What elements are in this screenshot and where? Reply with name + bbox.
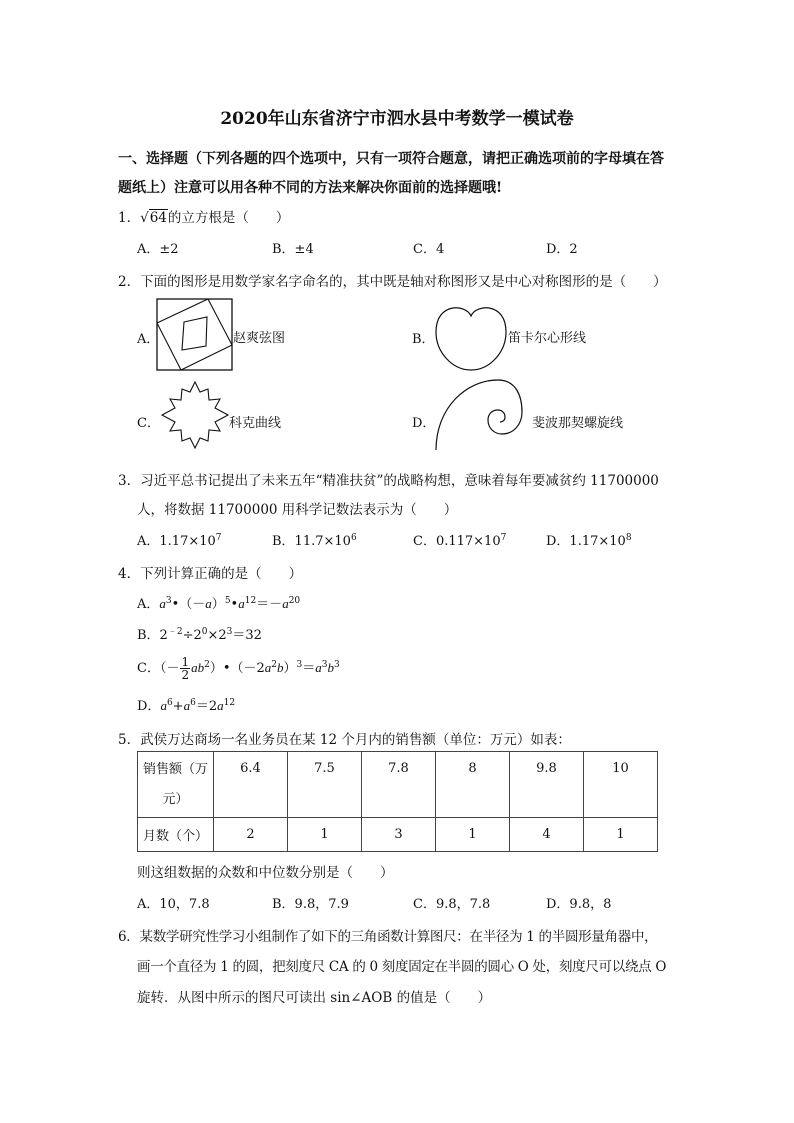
question-5-followup: 则这组数据的众数和中位数分别是（ ） bbox=[137, 865, 394, 881]
table-cell: 2 bbox=[214, 818, 288, 852]
table-cell: 9.8 bbox=[510, 752, 584, 818]
zhaoshuang-diagram-figure bbox=[156, 298, 234, 372]
question-6-line1: 6．某数学研究性学习小组制作了如下的三角函数计算图尺：在半径为 1 的半圆形量角器中， bbox=[118, 929, 658, 945]
cardioid-figure bbox=[434, 300, 508, 372]
table-row-sales bbox=[138, 752, 658, 818]
q5-option-a: A．10，7.8 bbox=[137, 897, 210, 912]
question-3-line1: 3．习近平总书记提出了未来五年“精准扶贫”的战略构想，意味着每年要减贫约 11700000 bbox=[118, 473, 659, 489]
q4-option-a: A．$a^3•(-a)^5•a^{12}=-a^{20}$ bbox=[137, 596, 301, 612]
question-2-stem: 2．下面的图形是用数学家名字命名的，其中既是轴对称图形又是中心对称图形的是（ ） bbox=[118, 274, 667, 290]
q2-option-b-caption: 笛卡尔心形线 bbox=[508, 331, 587, 346]
q5-option-b: B．9.8，7.9 bbox=[272, 897, 349, 912]
question-5-stem: 5．武侯万达商场一名业务员在某 12 个月内的销售额（单位：万元）如表： bbox=[118, 732, 571, 748]
q2-option-c-letter: C． bbox=[137, 416, 160, 431]
sales-table bbox=[137, 751, 658, 852]
q2-option-d-letter: D． bbox=[412, 416, 436, 431]
fibonacci-spiral-figure bbox=[432, 378, 524, 452]
q3-option-b: B．$11.7\times 10^6$ bbox=[272, 533, 357, 549]
question-3-line2: 人，将数据 11700000 用科学记数法表示为（ ） bbox=[137, 502, 458, 518]
table-cell: 7.8 bbox=[362, 752, 436, 818]
q4-option-c: C．（－ $\frac{1}{2}$ $ab^2)•(-2a^2b)^3=a^3b^3$ bbox=[137, 655, 340, 682]
q4-option-d: D．$a^6+a^6=2a^{12}$ bbox=[137, 698, 236, 714]
q5-option-d: D．9.8，8 bbox=[546, 897, 612, 912]
table-cell: 6.4 bbox=[214, 752, 288, 818]
q1-option-a: A．±2 bbox=[137, 242, 179, 257]
q2-option-a-caption: 赵爽弦图 bbox=[233, 331, 286, 346]
q5-option-c: C．9.8，7.8 bbox=[413, 897, 491, 912]
question-6-line2: 画一个直径为 1 的圆，把刻度尺 CA 的 0 刻度固定在半圆的圆心 O 处，刻度尺可以绕点 O bbox=[137, 959, 667, 975]
q1-option-d: D．2 bbox=[546, 242, 578, 257]
sqrt-sign: √64 bbox=[140, 210, 167, 226]
q3-option-d: D．$1.17\times 10^8$ bbox=[546, 533, 632, 549]
table-cell: 4 bbox=[510, 818, 584, 852]
question-6-line3: 旋转．从图中所示的图尺可读出 sin∠AOB 的值是（ ） bbox=[137, 990, 492, 1006]
table-cell: 3 bbox=[362, 818, 436, 852]
table-header-months: 月数（个） bbox=[138, 818, 214, 852]
question-1-stem: 的立方根是（ ） bbox=[167, 210, 290, 226]
koch-snowflake-figure bbox=[158, 380, 232, 450]
question-4-stem: 4．下列计算正确的是（ ） bbox=[118, 566, 303, 582]
q2-option-c-caption: 科克曲线 bbox=[229, 416, 282, 431]
q1-option-b: B．±4 bbox=[272, 242, 314, 257]
section-heading-line1: 一、选择题（下列各题的四个选项中，只有一项符合题意，请把正确选项前的字母填在答 bbox=[118, 151, 664, 167]
fraction-one-half: $\frac{1}{2}$ bbox=[181, 655, 190, 682]
q4-option-b: B．$2^{﹣2}\div 2^0\times 2^3=32$ bbox=[137, 627, 262, 643]
table-cell: 8 bbox=[436, 752, 510, 818]
radicand: 64 bbox=[149, 210, 167, 226]
q2-option-a-letter: A． bbox=[137, 332, 160, 347]
q3-option-a: A．$1.17\times 10^7$ bbox=[137, 533, 222, 549]
q2-option-b-letter: B． bbox=[412, 332, 435, 347]
table-row-months bbox=[138, 818, 658, 852]
q1-option-c: C．4 bbox=[413, 242, 445, 257]
table-cell: 1 bbox=[436, 818, 510, 852]
table-cell: 1 bbox=[288, 818, 362, 852]
table-cell: 7.5 bbox=[288, 752, 362, 818]
q3-option-c: C．$0.117\times 10^7$ bbox=[413, 533, 507, 549]
question-1-number: 1． bbox=[118, 210, 141, 226]
question-1 bbox=[118, 206, 289, 226]
table-cell: 1 bbox=[584, 818, 658, 852]
table-header-sales: 销售额（万 元） bbox=[138, 752, 214, 818]
table-cell: 10 bbox=[584, 752, 658, 818]
section-heading-line2: 题纸上）注意可以用各种不同的方法来解决你面前的选择题哦! bbox=[118, 180, 503, 196]
q2-option-d-caption: 斐波那契螺旋线 bbox=[532, 416, 624, 431]
page-title: 2020年山东省济宁市泗水县中考数学一模试卷 bbox=[220, 109, 574, 129]
